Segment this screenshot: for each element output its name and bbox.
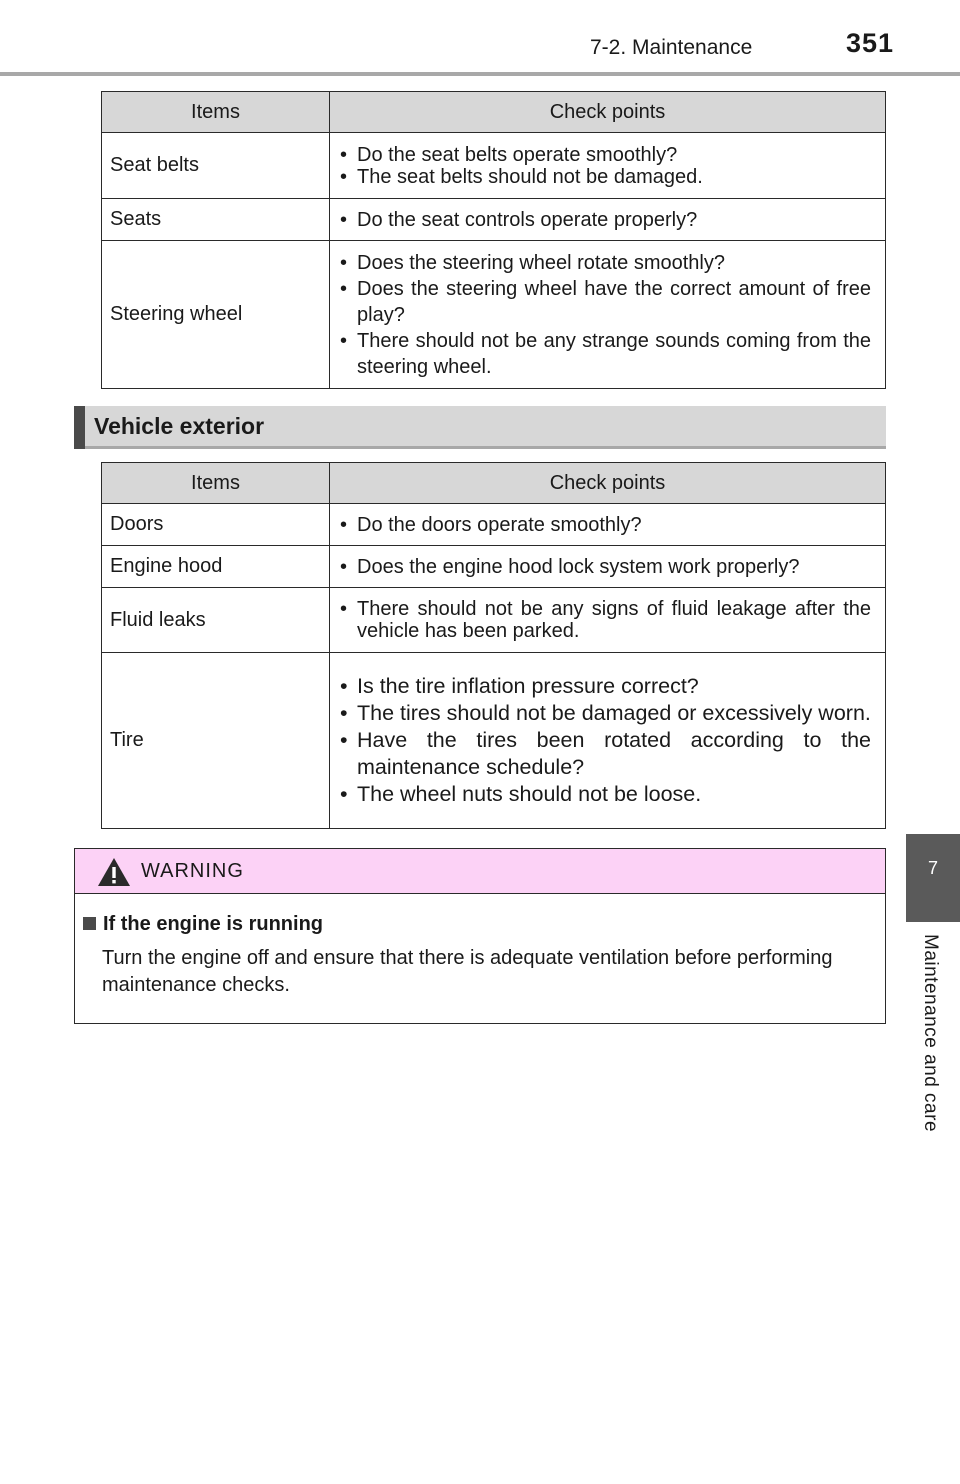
table-row [102, 133, 886, 199]
table-row [102, 199, 886, 241]
column-header-check-points: Check points [330, 92, 886, 133]
check-points-cell [330, 588, 886, 653]
check-points-cell [330, 199, 886, 241]
check-point: • The wheel nuts should not be loose. [338, 781, 871, 808]
table-row [102, 504, 886, 546]
check-point: • The tires should not be damaged or excessively worn. [338, 700, 871, 727]
check-point: • The seat belts should not be damaged. [338, 166, 871, 188]
exterior-check-table [101, 462, 886, 829]
check-point: • Does the steering wheel rotate smoothly? [338, 250, 871, 276]
warning-subtitle-text: If the engine is running [103, 913, 323, 935]
check-points-cell [330, 546, 886, 588]
warning-body: Turn the engine off and ensure that there is adequate ventilation before performing maintenance checks. [102, 947, 833, 996]
section-title: 7-2. Maintenance [590, 36, 753, 59]
check-point: • Do the doors operate smoothly? [338, 512, 871, 538]
warning-subtitle [83, 913, 323, 936]
check-point: • There should not be any signs of fluid leakage after the vehicle has been parked. [338, 598, 871, 642]
header-rule [0, 72, 960, 76]
square-bullet-icon [83, 917, 96, 930]
column-header-items: Items [102, 92, 330, 133]
check-points-cell [330, 653, 886, 829]
check-point: • Does the engine hood lock system work properly? [338, 554, 871, 580]
check-point: • Do the seat belts operate smoothly? [338, 144, 871, 166]
table-header-row [102, 463, 886, 504]
warning-label: WARNING [141, 860, 244, 882]
section-heading-bar [74, 406, 85, 449]
table-row [102, 241, 886, 389]
check-point: • Have the tires been rotated according to the maintenance schedule? [338, 727, 871, 781]
check-points-cell [330, 241, 886, 389]
check-points-cell [330, 504, 886, 546]
item-cell: Steering wheel [102, 241, 330, 389]
section-heading-title: Vehicle exterior [94, 413, 265, 439]
item-cell: Tire [102, 653, 330, 829]
column-header-items: Items [102, 463, 330, 504]
table-row [102, 653, 886, 829]
page-number: 351 [846, 28, 895, 58]
section-heading [74, 406, 886, 449]
item-cell: Seat belts [102, 133, 330, 199]
check-points-cell [330, 133, 886, 199]
column-header-check-points: Check points [330, 463, 886, 504]
table-row [102, 546, 886, 588]
table-row [102, 588, 886, 653]
item-cell: Seats [102, 199, 330, 241]
check-point: • Is the tire inflation pressure correct? [338, 673, 871, 700]
item-cell: Fluid leaks [102, 588, 330, 653]
check-point: • Does the steering wheel have the correct amount of free play? [338, 276, 871, 328]
check-point: • There should not be any strange sounds coming from the steering wheel. [338, 328, 871, 380]
chapter-title: Maintenance and care [920, 934, 941, 1133]
warning-triangle-icon [97, 857, 131, 892]
item-cell: Doors [102, 504, 330, 546]
warning-box [74, 848, 886, 1024]
item-cell: Engine hood [102, 546, 330, 588]
warning-header [75, 849, 885, 894]
check-point: • Do the seat controls operate properly? [338, 207, 871, 233]
chapter-number: 7 [927, 858, 938, 878]
interior-check-table [101, 91, 886, 389]
table-header-row [102, 92, 886, 133]
